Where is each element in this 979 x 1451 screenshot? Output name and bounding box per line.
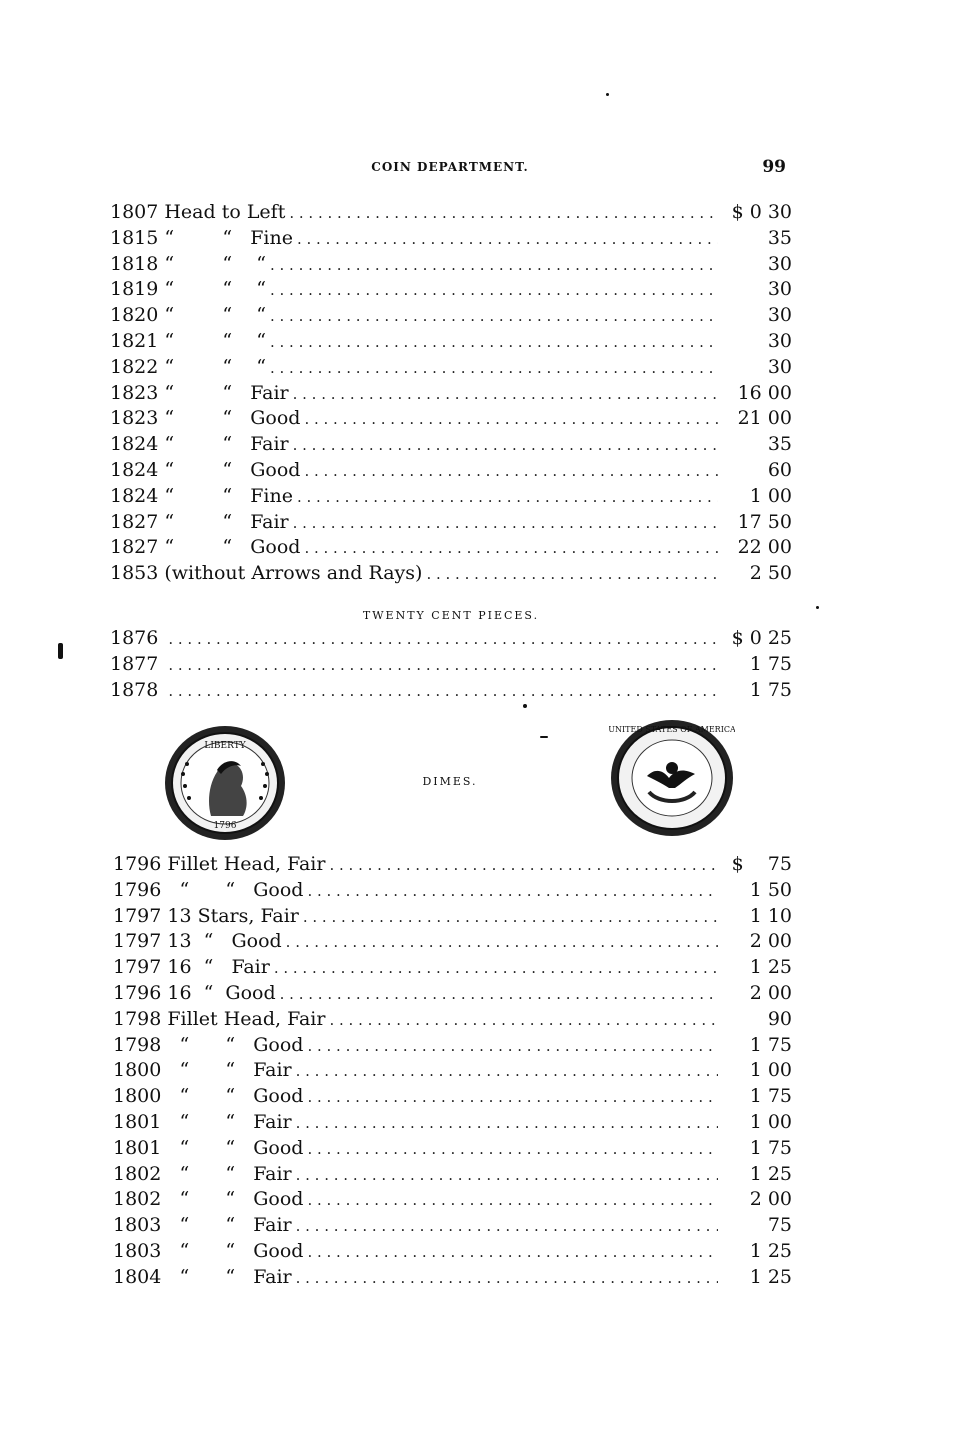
row-description: “ “ Fine: [164, 226, 293, 249]
row-price: 1 75: [749, 678, 792, 701]
section-title-dimes: DIMES.: [422, 775, 478, 788]
table-row: [110, 432, 792, 458]
table-row: [113, 1213, 792, 1239]
row-date: 1877: [110, 652, 159, 675]
dot-leader: [270, 355, 718, 382]
row-date: 1800: [113, 1059, 162, 1082]
table-row: [110, 458, 792, 484]
row-price: 30: [767, 278, 792, 301]
row-date: 1796: [113, 878, 162, 901]
dot-leader: [293, 432, 718, 459]
row-date: 1815: [110, 226, 159, 249]
dot-leader: [280, 981, 718, 1008]
row-description: “ “ Fair: [164, 381, 289, 404]
row-price: 75: [767, 1214, 792, 1237]
row-price: 1 75: [749, 652, 792, 675]
row-date: 1878: [110, 678, 159, 701]
row-date: 1876: [110, 627, 159, 649]
dot-leader: [293, 381, 718, 408]
dot-leader: [270, 329, 718, 356]
row-price: 2 00: [749, 981, 792, 1004]
table-row: [113, 1007, 792, 1033]
row-description: “ “ “: [164, 304, 266, 327]
dot-leader: [297, 226, 718, 253]
dot-leader: [307, 1033, 718, 1060]
dot-leader: [296, 1162, 718, 1189]
row-description: Head to Left: [164, 201, 286, 223]
row-date: 1801: [113, 1136, 162, 1159]
table-row: [113, 852, 792, 878]
row-date: 1819: [110, 278, 159, 301]
row-date: 1796: [113, 981, 162, 1004]
table-row: [113, 1265, 792, 1291]
table-row: [110, 510, 792, 536]
row-date: 1827: [110, 510, 159, 533]
row-description: 13 “ Good: [167, 930, 282, 953]
row-description: “ “ Fair: [164, 510, 289, 533]
row-price: 1 50: [749, 878, 792, 901]
table-row: [110, 303, 792, 329]
table-row: [113, 1239, 792, 1265]
row-price: 1 25: [749, 956, 792, 979]
table-row: [110, 484, 792, 510]
row-description: Fillet Head, Fair: [167, 1007, 326, 1030]
obverse-year: 1796: [213, 821, 237, 831]
row-date: 1802: [113, 1162, 162, 1185]
row-price: 35: [767, 226, 792, 249]
dime-reverse-illustration: [609, 718, 735, 838]
row-description: “ “ “: [164, 252, 266, 275]
row-price: 1 25: [749, 1239, 792, 1262]
row-date: 1796: [113, 853, 162, 875]
table-row: [113, 1187, 792, 1213]
row-description: “ “ Good: [167, 1085, 304, 1108]
row-date: 1801: [113, 1110, 162, 1133]
row-price: 1 00: [749, 484, 792, 507]
dot-leader: [304, 535, 718, 562]
row-price: 1 25: [749, 1265, 792, 1288]
ink-speck: [523, 704, 527, 708]
table-row: [110, 381, 792, 407]
row-date: 1797: [113, 956, 162, 979]
row-date: 1824: [110, 433, 159, 456]
row-price: 1 00: [749, 1059, 792, 1082]
row-description: “ “ Fair: [164, 433, 289, 456]
row-description: “ “ Good: [167, 1033, 304, 1056]
dot-leader: [329, 852, 718, 879]
table-row: [113, 929, 792, 955]
row-price: 22 00: [737, 536, 792, 559]
running-head: [110, 157, 790, 184]
dot-leader: [168, 626, 718, 653]
row-date: 1824: [110, 484, 159, 507]
coin-obverse-icon: [163, 724, 287, 842]
table-row: [110, 252, 792, 278]
table-row: [113, 878, 792, 904]
row-price: 1 75: [749, 1085, 792, 1108]
row-price: $ 0 30: [731, 201, 792, 223]
table-row: [113, 1058, 792, 1084]
dot-leader: [304, 406, 718, 433]
row-date: 1803: [113, 1214, 162, 1237]
ink-speck: [58, 643, 63, 659]
row-date: 1823: [110, 407, 159, 430]
row-description: “ “ Fair: [167, 1059, 292, 1082]
table-row: [113, 955, 792, 981]
row-description: “ “ “: [164, 329, 266, 352]
table-row: [110, 626, 792, 652]
row-date: 1820: [110, 304, 159, 327]
table-row: [113, 1162, 792, 1188]
row-description: (without Arrows and Rays): [164, 562, 423, 585]
page-number: 99: [762, 157, 786, 177]
row-description: Fillet Head, Fair: [167, 853, 326, 875]
row-date: 1800: [113, 1085, 162, 1108]
coin-reverse-icon: [609, 718, 735, 838]
table-row: [113, 904, 792, 930]
section-title-twenty-cent: TWENTY CENT PIECES.: [362, 609, 540, 622]
row-price: 90: [767, 1007, 792, 1030]
dot-leader: [296, 1058, 718, 1085]
table-row: [113, 1033, 792, 1059]
row-price: 30: [767, 252, 792, 275]
dot-leader: [307, 1187, 718, 1214]
dime-obverse-illustration: [163, 724, 287, 842]
row-price: $ 0 25: [731, 627, 792, 649]
dot-leader: [293, 510, 718, 537]
dot-leader: [270, 303, 718, 330]
table-row: [110, 277, 792, 303]
row-price: 1 75: [749, 1136, 792, 1159]
table-row: [113, 981, 792, 1007]
row-description: “ “ Fine: [164, 484, 293, 507]
row-price: 30: [767, 355, 792, 378]
row-price: 60: [767, 458, 792, 481]
half-dime-list: [110, 200, 792, 587]
dot-leader: [304, 458, 718, 485]
dot-leader: [296, 1213, 718, 1240]
table-row: [110, 652, 792, 678]
dot-leader: [286, 929, 718, 956]
row-date: 1797: [113, 930, 162, 953]
row-description: “ “ Fair: [167, 1110, 292, 1133]
row-price: $ 75: [731, 853, 792, 875]
twenty-cent-list: [110, 626, 792, 703]
row-description: 16 “ Fair: [167, 956, 270, 979]
dot-leader: [289, 200, 718, 227]
row-date: 1824: [110, 458, 159, 481]
dot-leader: [303, 904, 718, 931]
row-description: “ “ Good: [164, 407, 301, 430]
row-date: 1853: [110, 562, 159, 585]
row-date: 1821: [110, 329, 159, 352]
page-title: COIN DEPARTMENT.: [371, 160, 529, 174]
dot-leader: [307, 1239, 718, 1266]
dot-leader: [329, 1007, 718, 1034]
row-date: 1803: [113, 1239, 162, 1262]
row-description: “ “ Fair: [167, 1162, 292, 1185]
table-row: [110, 226, 792, 252]
row-price: 16 00: [737, 381, 792, 404]
table-row: [110, 355, 792, 381]
table-row: [113, 1084, 792, 1110]
row-price: 21 00: [737, 407, 792, 430]
row-date: 1823: [110, 381, 159, 404]
row-price: 17 50: [737, 510, 792, 533]
dot-leader: [307, 1136, 718, 1163]
table-row: [110, 200, 792, 226]
dot-leader: [297, 484, 718, 511]
row-price: 1 00: [749, 1110, 792, 1133]
row-description: 16 “ Good: [167, 981, 276, 1004]
row-description: “ “ “: [164, 355, 266, 378]
row-price: 2 00: [749, 930, 792, 953]
dot-leader: [168, 652, 718, 679]
row-date: 1818: [110, 252, 159, 275]
row-date: 1797: [113, 904, 162, 927]
table-row: [113, 1110, 792, 1136]
dot-leader: [270, 252, 718, 279]
row-date: 1807: [110, 201, 159, 223]
row-description: “ “ “: [164, 278, 266, 301]
row-description: “ “ Good: [164, 536, 301, 559]
row-description: “ “ Good: [164, 458, 301, 481]
obverse-legend: LIBERTY: [204, 741, 246, 751]
row-description: 13 Stars, Fair: [167, 904, 299, 927]
table-row: [110, 678, 792, 704]
table-row: [113, 1136, 792, 1162]
reverse-legend: UNITED STATES OF AMERICA: [609, 725, 735, 734]
dot-leader: [426, 561, 718, 588]
row-price: 2 50: [749, 562, 792, 585]
row-date: 1798: [113, 1033, 162, 1056]
dot-leader: [296, 1110, 718, 1137]
row-price: 2 00: [749, 1188, 792, 1211]
row-date: 1802: [113, 1188, 162, 1211]
table-row: [110, 535, 792, 561]
row-price: 1 10: [749, 904, 792, 927]
ink-speck: [540, 736, 548, 738]
row-description: “ “ Good: [167, 1188, 304, 1211]
row-price: 30: [767, 329, 792, 352]
row-price: 30: [767, 304, 792, 327]
table-row: [110, 329, 792, 355]
table-row: [110, 561, 792, 587]
row-price: 1 25: [749, 1162, 792, 1185]
row-description: “ “ Good: [167, 1136, 304, 1159]
row-date: 1822: [110, 355, 159, 378]
ink-speck: [606, 93, 609, 96]
dot-leader: [270, 277, 718, 304]
row-price: 1 75: [749, 1033, 792, 1056]
dot-leader: [307, 878, 718, 905]
row-date: 1804: [113, 1265, 162, 1288]
row-date: 1827: [110, 536, 159, 559]
row-date: 1798: [113, 1007, 162, 1030]
dot-leader: [274, 955, 718, 982]
dot-leader: [168, 678, 718, 705]
ink-speck: [816, 606, 819, 609]
dot-leader: [296, 1265, 718, 1292]
dimes-list: [113, 852, 792, 1291]
row-description: “ “ Fair: [167, 1265, 292, 1288]
row-description: “ “ Good: [167, 878, 304, 901]
row-description: “ “ Fair: [167, 1214, 292, 1237]
row-description: “ “ Good: [167, 1239, 304, 1262]
row-price: 35: [767, 433, 792, 456]
dot-leader: [307, 1084, 718, 1111]
table-row: [110, 406, 792, 432]
